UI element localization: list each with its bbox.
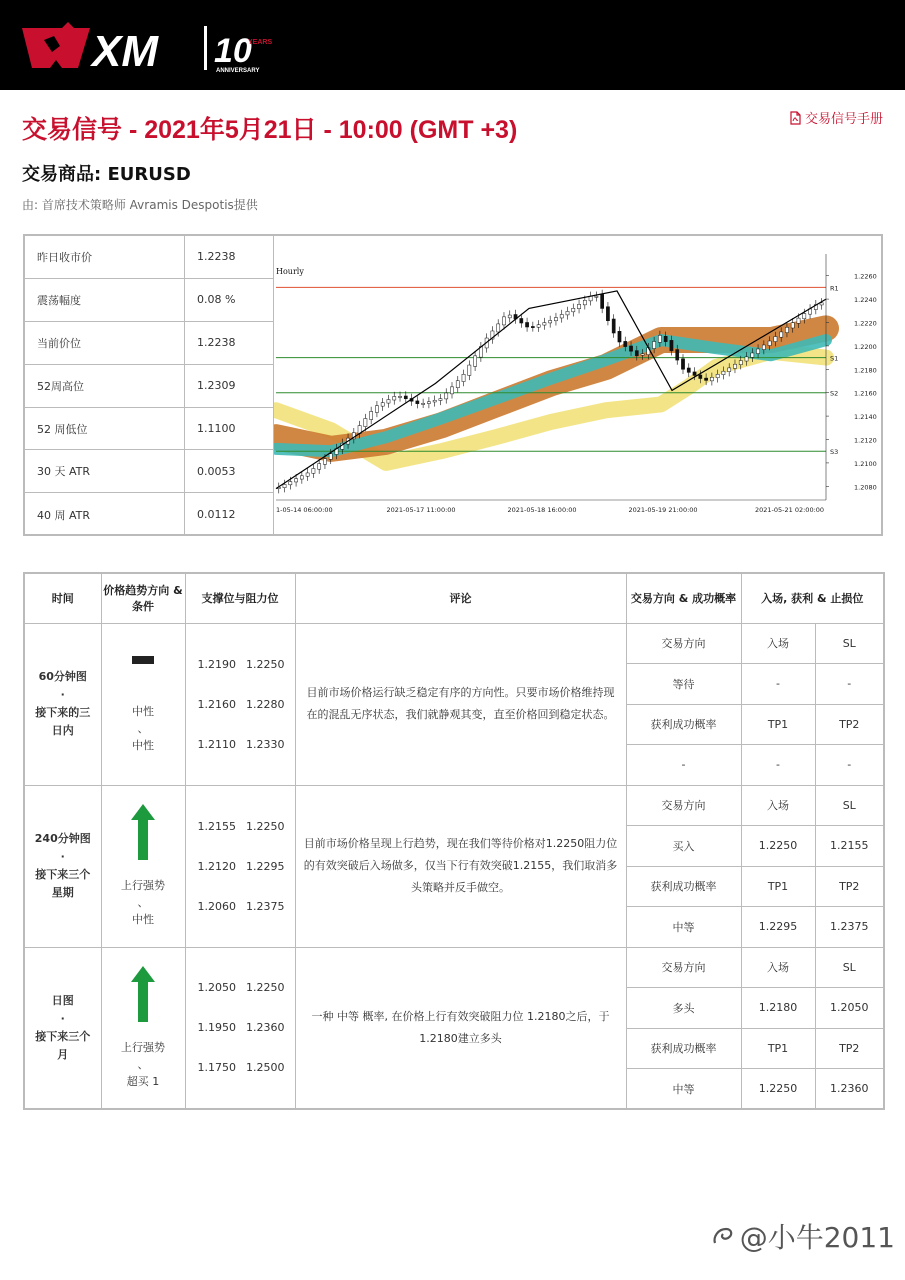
info-label: 30 天 ATR <box>25 450 185 492</box>
candle-body <box>364 419 367 427</box>
candle-body <box>606 307 609 321</box>
period-line: 240分钟图 <box>34 832 91 845</box>
trade-cell: 获利成功概率 <box>626 704 741 745</box>
candle-body <box>797 318 800 323</box>
trade-cell: SL <box>815 785 884 826</box>
candle-body <box>462 374 465 381</box>
trade-cell: 入场 <box>741 623 815 664</box>
info-table <box>25 236 274 534</box>
info-row <box>25 450 274 493</box>
candle-body <box>629 346 632 351</box>
anniversary-number: 10 <box>214 32 252 70</box>
trend-label: 、 <box>137 722 149 735</box>
candle-body <box>658 335 661 342</box>
signal-table <box>23 572 885 1110</box>
info-value: 1.2309 <box>185 365 274 407</box>
info-value: 0.0053 <box>185 450 274 492</box>
period-line: · <box>60 1011 65 1025</box>
level-pair <box>198 886 295 926</box>
period-line: 月 <box>57 1047 69 1061</box>
candle-body <box>404 396 407 399</box>
resistance-level: 1.2295 <box>246 859 285 873</box>
signal-row <box>24 785 884 826</box>
info-label: 昨日收市价 <box>25 236 185 278</box>
x-tick-label: 2021-05-17 11:00:00 <box>386 506 456 514</box>
y-tick-label: 1.2120 <box>854 436 877 445</box>
candle-body <box>549 320 552 322</box>
candle-body <box>791 323 794 328</box>
info-label: 52周高位 <box>25 365 185 407</box>
trade-cell: 1.2360 <box>815 1069 884 1110</box>
resistance-level: 1.2250 <box>246 819 285 833</box>
y-tick-label: 1.2200 <box>854 342 877 351</box>
level-pair <box>198 846 295 886</box>
trade-cell: 1.2180 <box>741 988 815 1029</box>
candle-body <box>531 326 534 327</box>
candle-body <box>537 325 540 327</box>
support-level: 1.2060 <box>197 899 236 913</box>
level-pair <box>198 1008 295 1048</box>
header-comment: 评论 <box>295 573 626 623</box>
trade-cell: TP1 <box>741 866 815 907</box>
candle-body <box>381 403 384 407</box>
candle-body <box>433 400 436 402</box>
period-line: 60分钟图 <box>38 670 87 683</box>
x-tick-label: 2021-05-21 02:00:00 <box>755 506 825 514</box>
page-title: 交易信号 - 2021年5月21日 - 10:00 (GMT +3) <box>22 116 518 144</box>
info-row <box>25 408 274 451</box>
candle-body <box>543 323 546 325</box>
trade-cell: 中等 <box>626 907 741 948</box>
level-pair <box>198 806 295 846</box>
market-info-panel <box>23 234 883 536</box>
candle-body <box>583 300 586 305</box>
header-entry: 入场, 获利 & 止损位 <box>741 573 884 623</box>
anniversary-years: YEARS <box>248 39 273 46</box>
candle-body <box>635 351 638 356</box>
trade-cell: 交易方向 <box>626 623 741 664</box>
resistance-level: 1.2500 <box>246 1061 285 1075</box>
trade-cell: - <box>741 745 815 786</box>
levels-cell <box>185 947 295 1109</box>
candle-body <box>294 479 297 482</box>
info-label: 震荡幅度 <box>25 279 185 321</box>
trade-cell: SL <box>815 623 884 664</box>
logo-text: XM <box>92 27 158 74</box>
header-time: 时间 <box>24 573 101 623</box>
trade-cell: 1.2250 <box>741 1069 815 1110</box>
info-value: 1.2238 <box>185 236 274 278</box>
level-pair <box>198 724 295 764</box>
trade-cell: 入场 <box>741 785 815 826</box>
trade-cell: 交易方向 <box>626 947 741 988</box>
info-row <box>25 279 274 322</box>
candle-body <box>705 378 708 380</box>
manual-link-label: 交易信号手册 <box>804 112 883 127</box>
support-level: 1.2190 <box>197 657 236 671</box>
y-tick-label: 1.2260 <box>854 272 877 281</box>
manual-link[interactable] <box>789 108 883 127</box>
info-row <box>25 322 274 365</box>
candle-body <box>577 304 580 308</box>
period-cell <box>24 785 101 947</box>
trade-cell: 入场 <box>741 947 815 988</box>
candle-body <box>283 484 286 487</box>
period-cell <box>24 947 101 1109</box>
instrument-title: 交易商品: EURUSD <box>22 164 191 185</box>
candle-body <box>312 469 315 474</box>
support-level: 1.1750 <box>197 1061 236 1075</box>
author-line: 由: 首席技术策略师 Avramis Despotis提供 <box>22 198 258 212</box>
candle-body <box>733 364 736 368</box>
signal-header-row <box>24 573 884 623</box>
trade-cell: TP1 <box>741 1028 815 1069</box>
candle-body <box>306 473 309 476</box>
candle-body <box>612 319 615 333</box>
comment-cell: 一种 中等 概率, 在价格上行有效突破阻力位 1.2180之后，于1.2180建立多头 <box>295 947 626 1109</box>
info-label: 52 周低位 <box>25 408 185 450</box>
pdf-icon <box>789 111 802 125</box>
trade-cell: TP2 <box>815 704 884 745</box>
trade-cell: TP1 <box>741 704 815 745</box>
y-tick-label: 1.2180 <box>854 366 877 375</box>
candle-body <box>664 336 667 341</box>
candle-body <box>445 393 448 399</box>
levels-cell <box>185 623 295 785</box>
candle-body <box>393 397 396 401</box>
signal-row <box>24 947 884 988</box>
trend-cell <box>101 785 185 947</box>
candle-body <box>803 314 806 319</box>
candle-body <box>618 331 621 342</box>
levels-cell <box>185 785 295 947</box>
trend-cell <box>101 947 185 1109</box>
trade-cell: 获利成功概率 <box>626 1028 741 1069</box>
up-arrow-icon <box>131 966 155 1022</box>
trend-cell <box>101 623 185 785</box>
candle-body <box>676 350 679 361</box>
candle-body <box>300 476 303 479</box>
trade-cell: 中等 <box>626 1069 741 1110</box>
candle-body <box>387 400 390 404</box>
trend-label: 、 <box>137 896 149 909</box>
candle-body <box>370 411 373 419</box>
candle-body <box>710 377 713 381</box>
trend-label: 上行强势 <box>121 1040 165 1054</box>
trend-label: 、 <box>137 1057 149 1071</box>
period-line: 日图 <box>51 993 74 1007</box>
resistance-level: 1.2250 <box>246 657 285 671</box>
candle-body <box>450 387 453 394</box>
candle-body <box>525 322 528 327</box>
candle-body <box>745 357 748 361</box>
level-label-s2: S2 <box>830 389 839 398</box>
trade-cell: 1.2050 <box>815 988 884 1029</box>
trade-cell: 获利成功概率 <box>626 866 741 907</box>
trade-cell: 多头 <box>626 988 741 1029</box>
info-row <box>25 493 274 536</box>
resistance-level: 1.2250 <box>246 981 285 995</box>
period-line: · <box>60 850 65 863</box>
candle-body <box>768 341 771 346</box>
y-tick-label: 1.2240 <box>854 296 877 305</box>
level-pair <box>198 644 295 684</box>
support-level: 1.2160 <box>197 697 236 711</box>
candle-body <box>572 308 575 312</box>
header-trend: 价格趋势方向 & 条件 <box>101 573 185 623</box>
candle-body <box>653 342 656 349</box>
info-value: 0.08 % <box>185 279 274 321</box>
x-tick-label: 2021-05-18 16:00:00 <box>507 506 577 514</box>
candle-body <box>323 459 326 465</box>
watermark-text: @小牛2011 <box>739 1221 895 1254</box>
candle-body <box>439 399 442 401</box>
candle-body <box>474 356 477 367</box>
chart-title: Hourly <box>276 267 304 276</box>
neutral-bar-icon <box>132 654 154 666</box>
trade-cell: SL <box>815 947 884 988</box>
candle-body <box>774 337 777 342</box>
candle-body <box>681 359 684 370</box>
candle-body <box>398 396 401 397</box>
trade-cell: 1.2250 <box>741 826 815 867</box>
trend-label: 中性 <box>132 705 154 718</box>
level-label-r1: R1 <box>830 284 839 293</box>
candle-body <box>497 324 500 332</box>
x-tick-label: 2021-05-19 21:00:00 <box>628 506 698 514</box>
trade-cell: TP2 <box>815 866 884 907</box>
level-label-s1: S1 <box>830 354 839 363</box>
candle-body <box>641 354 644 355</box>
candle-body <box>699 375 702 379</box>
comment-cell: 目前市场价格运行缺乏稳定有序的方向性。只要市场价格维持现在的混乱无序状态，我们就静观其变，直至价格回到稳定状态。 <box>295 623 626 785</box>
support-level: 1.2120 <box>197 859 236 873</box>
period-line: 接下来三个 <box>35 1029 91 1043</box>
candle-body <box>456 381 459 388</box>
level-pair <box>198 968 295 1008</box>
y-tick-label: 1.2160 <box>854 389 877 398</box>
candle-body <box>329 454 332 460</box>
trade-cell: - <box>815 664 884 705</box>
header-direction: 交易方向 & 成功概率 <box>626 573 741 623</box>
candle-body <box>739 361 742 365</box>
trade-cell: 1.2295 <box>741 907 815 948</box>
candle-body <box>785 327 788 332</box>
up-arrow-icon <box>131 804 155 860</box>
level-pair <box>198 684 295 724</box>
support-level: 1.2110 <box>197 737 236 751</box>
period-line: 日内 <box>51 724 74 737</box>
x-tick-label: 1-05-14 06:00:00 <box>276 506 333 514</box>
info-label: 40 周 ATR <box>25 493 185 536</box>
support-level: 1.1950 <box>197 1021 236 1035</box>
candle-body <box>722 371 725 375</box>
trend-label: 上行强势 <box>121 879 165 892</box>
candle-body <box>468 365 471 375</box>
candle-body <box>416 401 419 404</box>
period-line: 星期 <box>51 886 74 899</box>
level-label-s3: S3 <box>830 448 839 457</box>
candle-body <box>502 317 505 325</box>
resistance-level: 1.2360 <box>246 1021 285 1035</box>
candle-body <box>762 345 765 350</box>
candle-body <box>601 294 604 308</box>
candle-body <box>687 368 690 372</box>
comment-cell: 目前市场价格呈现上行趋势，现在我们等待价格对1.2250阻力位的有效突破后入场做多，仅当下行有效突破1.2155，我们取消多头策略并反手做空。 <box>295 785 626 947</box>
candle-body <box>508 315 511 318</box>
candle-body <box>554 318 557 321</box>
candle-body <box>375 406 378 413</box>
period-cell <box>24 623 101 785</box>
info-value: 0.0112 <box>185 493 274 536</box>
candle-body <box>422 403 425 404</box>
signal-row <box>24 623 884 664</box>
trade-cell: 等待 <box>626 664 741 705</box>
resistance-level: 1.2330 <box>246 737 285 751</box>
y-tick-label: 1.2100 <box>854 459 877 468</box>
trade-cell: 1.2375 <box>815 907 884 948</box>
candle-body <box>427 402 430 404</box>
trade-cell: TP2 <box>815 1028 884 1069</box>
zhihu-icon <box>710 1223 736 1249</box>
info-row <box>25 365 274 408</box>
xm-logo <box>22 22 292 74</box>
period-line: 接下来的三 <box>35 706 91 719</box>
candle-body <box>560 314 563 318</box>
y-tick-label: 1.2220 <box>854 319 877 328</box>
candle-body <box>716 374 719 378</box>
header-bar <box>0 0 905 90</box>
chart-svg <box>274 236 881 534</box>
candle-body <box>289 482 292 485</box>
support-level: 1.2155 <box>197 819 236 833</box>
support-level: 1.2050 <box>197 981 236 995</box>
level-pair <box>198 1048 295 1088</box>
candle-body <box>693 372 696 376</box>
resistance-level: 1.2280 <box>246 697 285 711</box>
hourly-chart <box>274 236 881 534</box>
info-label: 当前价位 <box>25 322 185 364</box>
period-line: · <box>60 688 65 701</box>
candle-body <box>318 464 321 470</box>
trade-cell: 交易方向 <box>626 785 741 826</box>
trend-label: 中性 <box>132 913 154 926</box>
candle-body <box>520 318 523 323</box>
candle-body <box>780 332 783 337</box>
info-value: 1.1100 <box>185 408 274 450</box>
trade-cell: 1.2155 <box>815 826 884 867</box>
candle-body <box>566 311 569 315</box>
anniversary-label: ANNIVERSARY <box>216 68 260 74</box>
candle-body <box>820 303 823 305</box>
y-tick-label: 1.2140 <box>854 413 877 422</box>
trade-cell: - <box>741 664 815 705</box>
trade-cell: - <box>815 745 884 786</box>
candle-body <box>728 368 731 372</box>
y-tick-label: 1.2080 <box>854 483 877 492</box>
trend-label: 超买 1 <box>126 1074 160 1088</box>
watermark <box>710 1216 895 1256</box>
header-levels: 支撑位与阻力位 <box>185 573 295 623</box>
info-value: 1.2238 <box>185 322 274 364</box>
candle-body <box>756 349 759 354</box>
candle-body <box>595 296 598 297</box>
candle-body <box>751 353 754 357</box>
resistance-level: 1.2375 <box>246 899 285 913</box>
period-line: 接下来三个 <box>35 868 91 881</box>
info-row <box>25 236 274 279</box>
trade-cell: 买入 <box>626 826 741 867</box>
candle-body <box>624 341 627 346</box>
trade-cell: - <box>626 745 741 786</box>
candle-body <box>670 340 673 351</box>
trend-label: 中性 <box>132 739 154 752</box>
